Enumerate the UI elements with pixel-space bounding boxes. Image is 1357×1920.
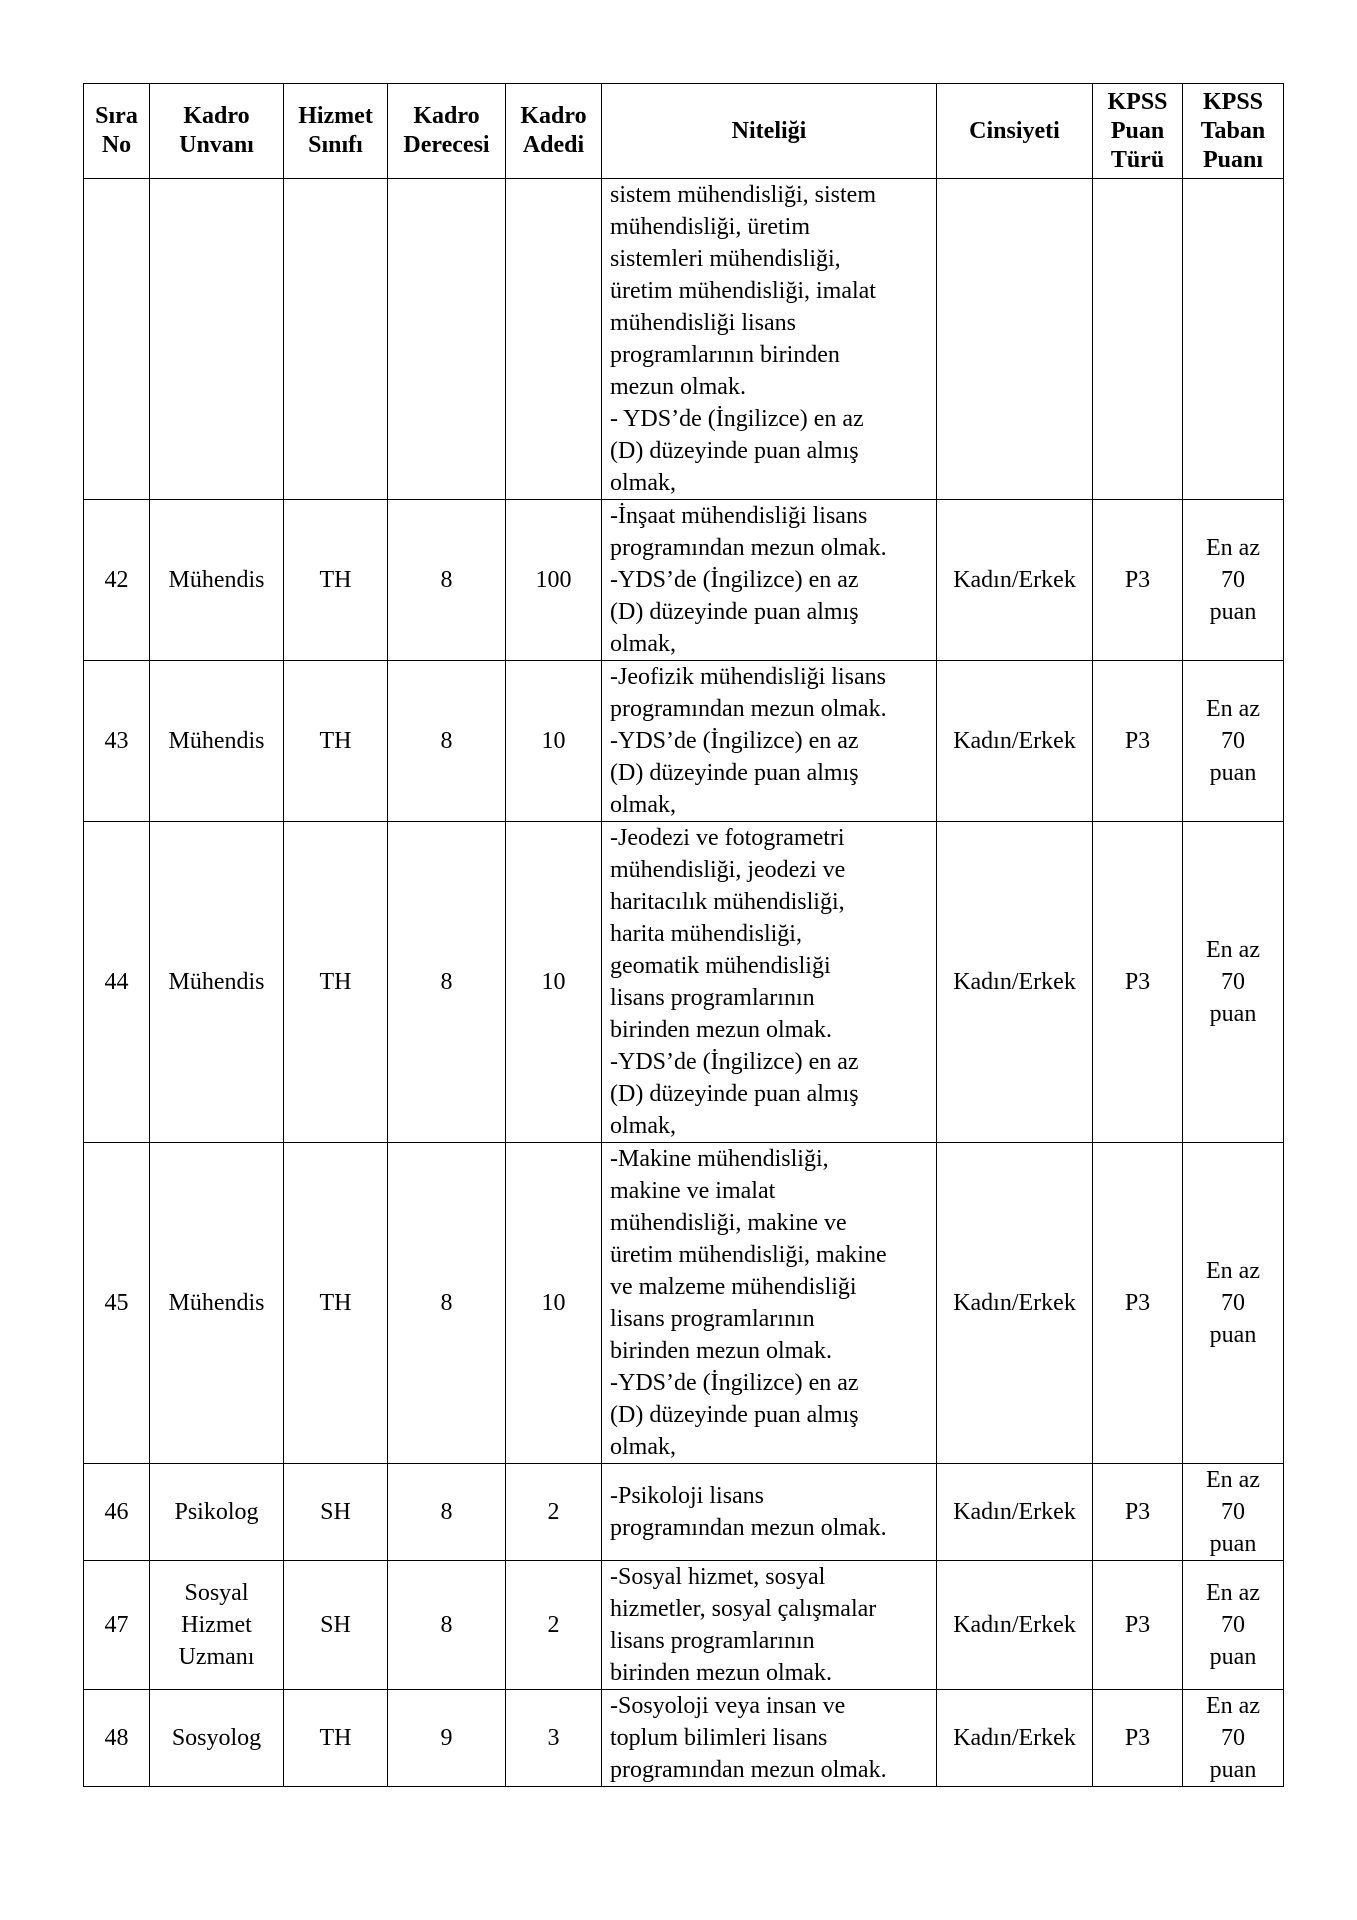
cell-adet xyxy=(506,179,602,500)
cell-adet: 100 xyxy=(506,500,602,661)
cell-cinsiyet: Kadın/Erkek xyxy=(937,661,1093,822)
cell-sinif: SH xyxy=(284,1561,388,1690)
cell-niteligi: -Sosyoloji veya insan ve toplum bilimleri lisans programından mezun olmak. xyxy=(602,1690,937,1787)
cell-puan-turu: P3 xyxy=(1093,822,1183,1143)
cell-niteligi: sistem mühendisliği, sistem mühendisliği, üretim sistemleri mühendisliği, üretim mühendisliği, imalat mühendisliği lisans programlarının birinden mezun olmak. - YDS’de (İngilizce) en az (D) düzeyinde puan almış olmak, xyxy=(602,179,937,500)
cell-sira: 48 xyxy=(84,1690,150,1787)
cell-adet: 2 xyxy=(506,1464,602,1561)
cell-sinif: TH xyxy=(284,1143,388,1464)
cell-unvan: Mühendis xyxy=(150,500,284,661)
cell-sira xyxy=(84,179,150,500)
header-sira-no: Sıra No xyxy=(84,84,150,179)
cell-derece: 8 xyxy=(388,661,506,822)
cell-cinsiyet: Kadın/Erkek xyxy=(937,1143,1093,1464)
cell-taban: En az 70 puan xyxy=(1183,1143,1284,1464)
cell-sinif: TH xyxy=(284,1690,388,1787)
cell-derece: 8 xyxy=(388,500,506,661)
table-row xyxy=(84,1143,1284,1464)
cell-sira: 46 xyxy=(84,1464,150,1561)
cell-derece: 8 xyxy=(388,1561,506,1690)
cell-derece: 8 xyxy=(388,1143,506,1464)
cell-cinsiyet: Kadın/Erkek xyxy=(937,500,1093,661)
cell-cinsiyet xyxy=(937,179,1093,500)
cell-sinif: TH xyxy=(284,661,388,822)
cell-taban: En az 70 puan xyxy=(1183,1690,1284,1787)
cell-sinif: SH xyxy=(284,1464,388,1561)
header-kpss-puan-turu: KPSS Puan Türü xyxy=(1093,84,1183,179)
cell-puan-turu: P3 xyxy=(1093,500,1183,661)
cell-unvan: Mühendis xyxy=(150,1143,284,1464)
cell-unvan xyxy=(150,179,284,500)
cell-adet: 2 xyxy=(506,1561,602,1690)
header-kpss-taban-puani: KPSS Taban Puanı xyxy=(1183,84,1284,179)
cell-niteligi: -Psikoloji lisans programından mezun olmak. xyxy=(602,1464,937,1561)
cell-niteligi: -Jeofizik mühendisliği lisans programından mezun olmak. -YDS’de (İngilizce) en az (D) düzeyinde puan almış olmak, xyxy=(602,661,937,822)
cell-niteligi: -Makine mühendisliği, makine ve imalat mühendisliği, makine ve üretim mühendisliği, makine ve malzeme mühendisliği lisans programlarının birinden mezun olmak. -YDS’de (İngilizce) en az (D) düzeyinde puan almış olmak, xyxy=(602,1143,937,1464)
cell-adet: 10 xyxy=(506,661,602,822)
cell-derece xyxy=(388,179,506,500)
cell-puan-turu: P3 xyxy=(1093,661,1183,822)
cell-sira: 43 xyxy=(84,661,150,822)
table-row xyxy=(84,1690,1284,1787)
table-header-row xyxy=(84,84,1284,179)
cell-sinif: TH xyxy=(284,822,388,1143)
cell-adet: 10 xyxy=(506,1143,602,1464)
table-row xyxy=(84,500,1284,661)
cell-cinsiyet: Kadın/Erkek xyxy=(937,1690,1093,1787)
cell-sira: 47 xyxy=(84,1561,150,1690)
cell-derece: 8 xyxy=(388,1464,506,1561)
cell-puan-turu: P3 xyxy=(1093,1143,1183,1464)
cell-taban xyxy=(1183,179,1284,500)
cell-unvan: Mühendis xyxy=(150,822,284,1143)
cell-taban: En az 70 puan xyxy=(1183,1561,1284,1690)
cell-puan-turu: P3 xyxy=(1093,1561,1183,1690)
kadro-table xyxy=(83,83,1284,1787)
cell-cinsiyet: Kadın/Erkek xyxy=(937,1561,1093,1690)
cell-sinif xyxy=(284,179,388,500)
cell-taban: En az 70 puan xyxy=(1183,500,1284,661)
cell-unvan: Sosyolog xyxy=(150,1690,284,1787)
cell-unvan: Mühendis xyxy=(150,661,284,822)
cell-unvan: Sosyal Hizmet Uzmanı xyxy=(150,1561,284,1690)
cell-niteligi: -Sosyal hizmet, sosyal hizmetler, sosyal çalışmalar lisans programlarının birinden mezun olmak. xyxy=(602,1561,937,1690)
cell-niteligi: -Jeodezi ve fotogrametri mühendisliği, jeodezi ve haritacılık mühendisliği, harita mühendisliği, geomatik mühendisliği lisans programlarının birinden mezun olmak. -YDS’de (İngilizce) en az (D) düzeyinde puan almış olmak, xyxy=(602,822,937,1143)
cell-derece: 9 xyxy=(388,1690,506,1787)
cell-niteligi: -İnşaat mühendisliği lisans programından mezun olmak. -YDS’de (İngilizce) en az (D) düzeyinde puan almış olmak, xyxy=(602,500,937,661)
header-hizmet-sinifi: Hizmet Sınıfı xyxy=(284,84,388,179)
cell-sira: 42 xyxy=(84,500,150,661)
header-cinsiyeti: Cinsiyeti xyxy=(937,84,1093,179)
cell-taban: En az 70 puan xyxy=(1183,661,1284,822)
cell-unvan: Psikolog xyxy=(150,1464,284,1561)
header-niteligi: Niteliği xyxy=(602,84,937,179)
header-kadro-adedi: Kadro Adedi xyxy=(506,84,602,179)
table-row xyxy=(84,661,1284,822)
cell-puan-turu: P3 xyxy=(1093,1690,1183,1787)
cell-adet: 3 xyxy=(506,1690,602,1787)
header-kadro-derecesi: Kadro Derecesi xyxy=(388,84,506,179)
cell-cinsiyet: Kadın/Erkek xyxy=(937,822,1093,1143)
cell-derece: 8 xyxy=(388,822,506,1143)
table-row xyxy=(84,1561,1284,1690)
cell-taban: En az 70 puan xyxy=(1183,1464,1284,1561)
table-row xyxy=(84,822,1284,1143)
cell-taban: En az 70 puan xyxy=(1183,822,1284,1143)
cell-puan-turu xyxy=(1093,179,1183,500)
cell-sira: 45 xyxy=(84,1143,150,1464)
cell-sinif: TH xyxy=(284,500,388,661)
cell-puan-turu: P3 xyxy=(1093,1464,1183,1561)
cell-sira: 44 xyxy=(84,822,150,1143)
table-row xyxy=(84,1464,1284,1561)
table-row-continuation xyxy=(84,179,1284,500)
header-kadro-unvani: Kadro Unvanı xyxy=(150,84,284,179)
cell-adet: 10 xyxy=(506,822,602,1143)
cell-cinsiyet: Kadın/Erkek xyxy=(937,1464,1093,1561)
